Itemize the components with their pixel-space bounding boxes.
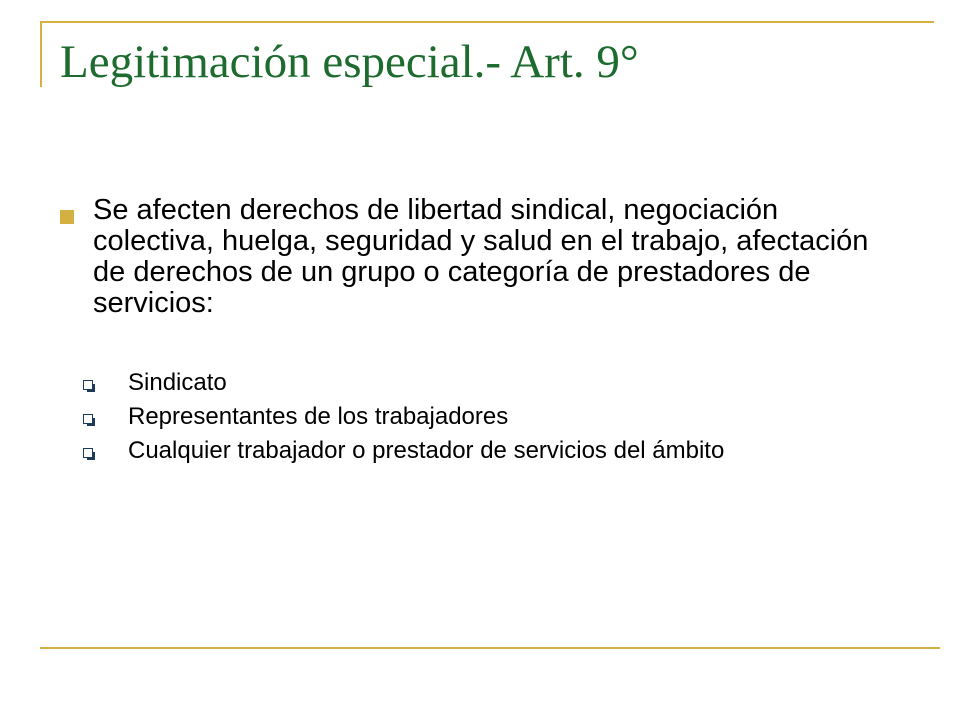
checkbox-bullet-icon xyxy=(83,380,93,390)
sub-bullet-item xyxy=(83,405,828,429)
sub-bullet-text: Cualquier trabajador o prestador de servicios del ámbito xyxy=(128,437,725,464)
checkbox-bullet-icon xyxy=(83,448,93,458)
square-bullet-icon xyxy=(60,210,74,224)
left-decorative-rule xyxy=(40,21,42,87)
main-bullet-text: Se afecten derechos de libertad sindical, negociación colectiva, huelga, seguridad y salud en el trabajo, afectación de derechos de un grupo o categoría de prestadores de servicios: xyxy=(93,194,869,319)
bottom-decorative-rule xyxy=(40,647,940,649)
main-bullet xyxy=(60,195,893,319)
sub-bullet-item xyxy=(83,371,828,395)
sub-bullet-list xyxy=(60,371,920,463)
slide-body xyxy=(60,195,920,473)
slide-title: Legitimación especial.- Art. 9° xyxy=(60,36,639,88)
top-decorative-rule xyxy=(40,21,934,23)
checkbox-bullet-icon xyxy=(83,414,93,424)
sub-bullet-text: Representantes de los trabajadores xyxy=(128,403,509,430)
sub-bullet-text: Sindicato xyxy=(128,369,227,396)
sub-bullet-item xyxy=(83,439,828,463)
